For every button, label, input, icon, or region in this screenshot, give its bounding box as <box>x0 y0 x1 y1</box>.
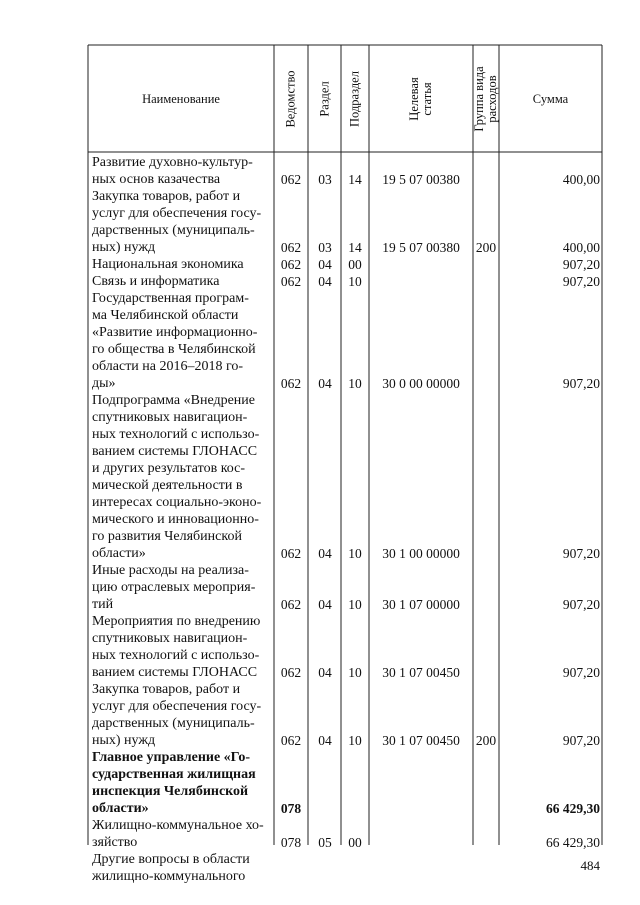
row-name-line: мической деятельности в <box>92 478 243 493</box>
row-podrazdel: 10 <box>348 274 362 289</box>
row-name <box>92 188 266 256</box>
row-vedomstvo: 062 <box>280 257 302 272</box>
row-name-line: дарственных (муниципаль- <box>92 223 255 238</box>
row-razdel: 04 <box>318 546 332 561</box>
row-name-line: зяйство <box>92 835 138 850</box>
row-celevaya-statya: 30 1 07 00450 <box>382 733 460 748</box>
row-name-line: Национальная экономика <box>92 257 244 272</box>
row-name-line: ды» <box>92 376 116 391</box>
row-summa: 907,20 <box>562 546 600 561</box>
row-name <box>92 256 266 273</box>
row-razdel: 04 <box>318 733 332 748</box>
row-vedomstvo: 062 <box>280 546 302 561</box>
row-name-line: Иные расходы на реализа- <box>92 563 249 578</box>
row-razdel: 05 <box>318 835 332 850</box>
row-name-line: и других результатов кос- <box>92 461 246 476</box>
row-name-line: тий <box>92 597 114 612</box>
row-podrazdel: 10 <box>348 546 362 561</box>
row-celevaya-statya: 30 1 07 00450 <box>382 665 460 680</box>
header-podrazdel: Подраздел <box>347 71 362 127</box>
row-name-line: Жилищно-коммунальное хо- <box>92 818 264 833</box>
row-summa: 907,20 <box>562 733 600 748</box>
row-name-line: Подпрограмма «Внедрение <box>92 393 256 408</box>
row-name-line: Главное управление «Го- <box>92 750 251 765</box>
row-celevaya-statya: 30 0 00 00000 <box>382 376 460 391</box>
row-razdel: 03 <box>318 240 332 255</box>
row-name-line: жилищно-коммунального <box>92 869 246 884</box>
row-summa: 907,20 <box>562 597 600 612</box>
row-summa: 66 429,30 <box>546 801 600 816</box>
row-summa: 907,20 <box>562 376 600 391</box>
row-name-line: услуг для обеспечения госу- <box>92 206 262 221</box>
row-name <box>92 613 266 681</box>
row-name-line: го общества в Челябинской <box>92 342 256 357</box>
row-podrazdel: 10 <box>348 376 362 391</box>
row-name-line: области» <box>92 801 149 816</box>
row-podrazdel: 00 <box>348 257 362 272</box>
row-vedomstvo: 062 <box>280 240 302 255</box>
header-gruppa-line-2: расходов <box>485 75 499 123</box>
row-name <box>92 273 266 290</box>
row-vedomstvo: 062 <box>280 274 302 289</box>
row-name-line: области» <box>92 546 146 561</box>
row-summa: 400,00 <box>562 172 600 187</box>
row-summa: 907,20 <box>562 274 600 289</box>
row-name-line: Закупка товаров, работ и <box>92 682 241 697</box>
row-summa: 907,20 <box>562 665 600 680</box>
row-name-line: ных) нужд <box>92 733 156 748</box>
row-name <box>92 817 266 851</box>
row-podrazdel: 14 <box>348 240 362 255</box>
row-name-line: области на 2016–2018 го- <box>92 359 244 374</box>
row-name-line: инспекция Челябинской <box>92 784 249 799</box>
row-name <box>92 749 266 817</box>
page-number: 484 <box>580 858 600 873</box>
header-celevaya-statya <box>408 77 434 120</box>
row-celevaya-statya: 19 5 07 00380 <box>382 240 460 255</box>
row-razdel: 04 <box>318 376 332 391</box>
row-name-line: Закупка товаров, работ и <box>92 189 241 204</box>
row-celevaya-statya: 19 5 07 00380 <box>382 172 460 187</box>
row-name-line: Связь и информатика <box>92 274 220 289</box>
row-name-line: ных основ казачества <box>92 172 221 187</box>
row-summa: 907,20 <box>562 257 600 272</box>
row-gruppa: 200 <box>475 733 497 748</box>
row-name <box>92 290 266 392</box>
row-name-line: дарственных (муниципаль- <box>92 716 255 731</box>
row-name-line: спутниковых навигацион- <box>92 410 248 425</box>
header-celevaya-line-2: статья <box>420 82 434 116</box>
row-razdel: 04 <box>318 274 332 289</box>
header-razdel: Раздел <box>317 81 332 117</box>
row-razdel: 04 <box>318 257 332 272</box>
row-podrazdel: 10 <box>348 733 362 748</box>
row-name-line: ванием системы ГЛОНАСС <box>92 665 258 680</box>
row-name <box>92 562 266 613</box>
row-name-line: «Развитие информационно- <box>92 325 258 340</box>
row-name-line: мического и инновационно- <box>92 512 259 527</box>
row-name-line: спутниковых навигацион- <box>92 631 248 646</box>
row-podrazdel: 10 <box>348 665 362 680</box>
header-name: Наименование <box>142 92 220 106</box>
row-name <box>92 154 266 188</box>
row-celevaya-statya: 30 1 07 00000 <box>382 597 460 612</box>
row-vedomstvo: 062 <box>280 376 302 391</box>
row-razdel: 04 <box>318 665 332 680</box>
header-celevaya-line-1: Целевая <box>407 77 421 121</box>
row-vedomstvo: 062 <box>280 665 302 680</box>
row-name-line: Развитие духовно-культур- <box>92 155 253 170</box>
row-vedomstvo: 078 <box>280 801 302 816</box>
row-razdel: 03 <box>318 172 332 187</box>
row-vedomstvo: 078 <box>280 835 302 850</box>
row-name <box>92 392 266 562</box>
row-name-line: сударственная жилищная <box>92 767 256 782</box>
row-summa: 400,00 <box>562 240 600 255</box>
row-name-line: Мероприятия по внедрению <box>92 614 261 629</box>
header-gruppa-line-1: Группа вида <box>472 66 486 132</box>
row-name-line: Государственная програм- <box>92 291 249 306</box>
row-name-line: ных технологий с использо- <box>92 648 260 663</box>
header-vedomstvo: Ведомство <box>283 70 298 128</box>
header-summa: Сумма <box>532 92 569 106</box>
row-name-line: ма Челябинской области <box>92 308 239 323</box>
row-vedomstvo: 062 <box>280 172 302 187</box>
row-name-line: услуг для обеспечения госу- <box>92 699 262 714</box>
row-podrazdel: 00 <box>348 835 362 850</box>
row-name-line: цию отраслевых мероприя- <box>92 580 256 595</box>
row-podrazdel: 10 <box>348 597 362 612</box>
row-celevaya-statya: 30 1 00 00000 <box>382 546 460 561</box>
row-name-line: го развития Челябинской <box>92 529 242 544</box>
row-podrazdel: 14 <box>348 172 362 187</box>
row-name-line: Другие вопросы в области <box>92 852 250 867</box>
row-gruppa: 200 <box>475 240 497 255</box>
row-vedomstvo: 062 <box>280 733 302 748</box>
row-vedomstvo: 062 <box>280 597 302 612</box>
row-summa: 66 429,30 <box>546 835 600 850</box>
row-name-line: интересах социально-эконо- <box>92 495 262 510</box>
row-razdel: 04 <box>318 597 332 612</box>
row-name-line: ных) нужд <box>92 240 156 255</box>
header-gruppa-vida-rashodov <box>473 66 499 131</box>
row-name-line: ванием системы ГЛОНАСС <box>92 444 258 459</box>
row-name-line: ных технологий с использо- <box>92 427 260 442</box>
row-name <box>92 681 266 749</box>
row-name <box>92 851 266 885</box>
